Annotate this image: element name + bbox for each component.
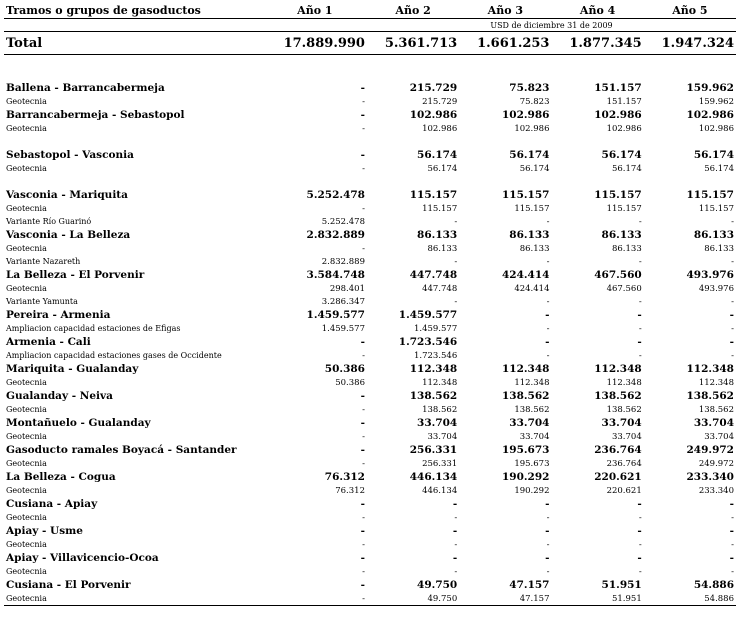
value-year-3: 47.157 [509,579,550,591]
value-year-5: 233.340 [686,471,734,483]
total-year-2: 5.361.713 [367,32,459,55]
detail-row [4,592,736,606]
value-year-3: 102.986 [501,109,550,121]
value-year-5: 56.174 [693,149,734,161]
value-year-1: - [362,512,365,523]
value-year-2: 115.157 [422,203,458,214]
header-row [4,2,736,19]
value-year-5: 159.962 [698,96,734,107]
value-year-4: 151.157 [606,96,642,107]
value-year-4: - [638,256,642,267]
value-year-5: - [731,296,734,307]
detail-row [4,484,736,497]
detail-row [4,162,736,175]
segment-row [4,81,736,95]
value-year-4: - [638,512,642,523]
value-year-4: 33.704 [611,431,642,442]
value-year-4: - [638,296,642,307]
segment-row [4,148,736,162]
value-year-1: - [360,579,365,591]
value-year-3: - [545,552,550,564]
table-body [4,32,736,606]
detail-row [4,215,736,228]
value-year-1: 298.401 [329,283,365,294]
value-year-1: 1.459.577 [306,309,365,321]
value-year-5: 138.562 [698,404,734,415]
value-year-3: - [545,336,550,348]
detail-label: Geotecnia [6,204,47,213]
value-year-4: 115.157 [594,189,642,201]
segment-label: Armenia - Cali [6,336,91,348]
value-year-5: 159.962 [686,82,734,94]
value-year-3: 75.823 [509,82,550,94]
value-year-5: - [731,566,734,577]
value-year-4: 102.986 [606,123,642,134]
segment-label: Montañuelo - Gualanday [6,417,151,429]
value-year-1: 76.312 [324,471,365,483]
value-year-5: 86.133 [693,229,734,241]
value-year-5: 112.348 [686,363,734,375]
value-year-5: 102.986 [686,109,734,121]
segment-row [4,416,736,430]
value-year-1: - [360,149,365,161]
value-year-4: - [637,552,642,564]
detail-row [4,322,736,335]
value-year-1: 2.832.889 [321,256,365,267]
value-year-4: - [638,566,642,577]
value-year-4: 151.157 [594,82,642,94]
segment-column-header: Tramos o grupos de gasoductos [4,2,263,19]
value-year-1: - [362,404,365,415]
value-year-2: - [454,512,458,523]
value-year-3: 112.348 [501,363,550,375]
value-year-2: - [452,525,458,537]
detail-row [4,242,736,255]
value-year-3: 138.562 [514,404,550,415]
detail-label: Geotecnia [6,378,47,387]
spacer-row [4,175,736,188]
value-year-1: - [360,109,365,121]
value-year-3: 86.133 [509,229,550,241]
segment-label: Cusiana - El Porvenir [6,579,131,591]
value-year-2: 446.134 [409,471,458,483]
value-year-4: 33.704 [601,417,642,429]
detail-row [4,457,736,470]
segment-row [4,335,736,349]
detail-label: Geotecnia [6,567,47,576]
value-year-3: 102.986 [514,123,550,134]
value-year-2: 215.729 [409,82,458,94]
value-year-2: 102.986 [422,123,458,134]
detail-label: Ampliacion capacidad estaciones gases de Occidente [6,351,222,360]
value-year-5: - [731,256,734,267]
segment-label: Gualanday - Neiva [6,390,113,402]
value-year-2: 215.729 [422,96,458,107]
value-year-4: - [638,216,642,227]
detail-row [4,122,736,135]
value-year-2: 102.986 [409,109,458,121]
segment-label: La Belleza - El Porvenir [6,269,145,281]
value-year-4: - [637,525,642,537]
detail-row [4,403,736,416]
detail-label: Geotecnia [6,244,47,253]
value-year-3: - [546,512,550,523]
year-1-header: Año 1 [263,2,367,19]
detail-label: Geotecnia [6,97,47,106]
value-year-2: - [454,566,458,577]
value-year-1: - [362,96,365,107]
value-year-1: 50.386 [324,363,365,375]
value-year-3: 86.133 [519,243,550,254]
segment-label: Vasconia - La Belleza [6,229,131,241]
value-year-3: - [546,566,550,577]
value-year-5: - [731,216,734,227]
value-year-4: 51.951 [601,579,642,591]
value-year-5: 102.986 [698,123,734,134]
segment-label: Apiay - Usme [6,525,83,537]
value-year-1: - [362,243,365,254]
value-year-5: 115.157 [686,189,734,201]
value-year-2: 138.562 [422,404,458,415]
total-year-4: 1.877.345 [551,32,643,55]
total-year-1: 17.889.990 [263,32,367,55]
value-year-2: - [452,552,458,564]
value-year-4: - [638,323,642,334]
value-year-5: - [729,336,734,348]
segment-row [4,497,736,511]
value-year-2: - [452,498,458,510]
value-year-2: 447.748 [422,283,458,294]
value-year-2: 86.133 [417,229,458,241]
value-year-4: 220.621 [594,471,642,483]
value-year-1: - [362,431,365,442]
value-year-1: - [362,350,365,361]
detail-label: Geotecnia [6,432,47,441]
segment-label: Apiay - Villavicencio-Ocoa [6,552,159,564]
value-year-5: 233.340 [698,485,734,496]
value-year-3: 56.174 [509,149,550,161]
segment-row [4,308,736,322]
segment-row [4,268,736,282]
value-year-1: - [362,163,365,174]
value-year-2: 112.348 [422,377,458,388]
value-year-5: - [729,525,734,537]
value-year-3: 195.673 [501,444,550,456]
value-year-3: - [545,309,550,321]
year-3-header: Año 3 [459,2,551,19]
detail-row [4,376,736,389]
units-row [4,19,736,32]
value-year-1: 2.832.889 [306,229,365,241]
value-year-4: 112.348 [594,363,642,375]
value-year-1: - [362,566,365,577]
value-year-3: - [546,323,550,334]
value-year-3: 190.292 [514,485,550,496]
detail-label: Geotecnia [6,486,47,495]
value-year-4: 236.764 [606,458,642,469]
detail-label: Geotecnia [6,540,47,549]
detail-row [4,565,736,578]
total-year-5: 1.947.324 [644,32,736,55]
value-year-1: - [360,417,365,429]
value-year-3: 190.292 [501,471,550,483]
value-year-3: - [546,539,550,550]
value-year-1: 50.386 [335,377,365,388]
value-year-3: - [546,350,550,361]
value-year-4: - [637,309,642,321]
value-year-2: - [454,296,458,307]
value-year-4: 112.348 [606,377,642,388]
total-label: Total [4,32,263,55]
value-year-5: - [731,512,734,523]
value-year-5: 56.174 [704,163,734,174]
value-year-2: 1.459.577 [413,323,458,334]
value-year-4: 86.133 [601,229,642,241]
value-year-5: 54.886 [693,579,734,591]
value-year-3: - [546,256,550,267]
segment-row [4,524,736,538]
year-4-header: Año 4 [551,2,643,19]
value-year-5: 33.704 [704,431,734,442]
value-year-2: - [454,256,458,267]
detail-row [4,511,736,524]
detail-label: Geotecnia [6,405,47,414]
detail-row [4,349,736,362]
value-year-4: 51.951 [551,592,643,606]
segment-label: Ballena - Barrancabermeja [6,82,165,94]
year-5-header: Año 5 [644,2,736,19]
value-year-2: 56.174 [427,163,458,174]
value-year-3: 47.157 [459,592,551,606]
segment-row [4,362,736,376]
spacer-row [4,55,736,69]
total-row [4,32,736,55]
value-year-4: - [638,350,642,361]
value-year-4: 236.764 [594,444,642,456]
value-year-4: 86.133 [611,243,642,254]
detail-row [4,282,736,295]
segment-label: Sebastopol - Vasconia [6,149,134,161]
value-year-3: - [545,498,550,510]
value-year-5: 33.704 [693,417,734,429]
value-year-5: - [729,309,734,321]
value-year-5: - [731,350,734,361]
value-year-4: 138.562 [606,404,642,415]
detail-label: Geotecnia [6,284,47,293]
value-year-2: 49.750 [417,579,458,591]
value-year-2: 1.723.546 [413,350,458,361]
value-year-2: 1.723.546 [398,336,458,348]
value-year-1: - [362,539,365,550]
value-year-4: 467.560 [594,269,642,281]
value-year-5: - [731,539,734,550]
value-year-5: 493.976 [686,269,734,281]
value-year-2: 33.704 [427,431,458,442]
value-year-2: 56.174 [417,149,458,161]
segment-row [4,443,736,457]
value-year-3: 33.704 [509,417,550,429]
detail-row [4,255,736,268]
value-year-3: 424.414 [514,283,550,294]
value-year-3: 33.704 [519,431,550,442]
value-year-3: - [546,296,550,307]
segment-row [4,470,736,484]
detail-label: Variante Nazareth [6,257,81,266]
spacer-row [4,135,736,148]
value-year-5: 115.157 [698,203,734,214]
spacer-row [4,68,736,81]
segment-label: Mariquita - Gualanday [6,363,139,375]
value-year-1: - [360,336,365,348]
segment-row [4,188,736,202]
value-year-1: 5.252.478 [306,189,365,201]
detail-label: Geotecnia [6,459,47,468]
segment-label: Barrancabermeja - Sebastopol [6,109,185,121]
value-year-1: - [362,123,365,134]
value-year-1: 3.584.748 [306,269,365,281]
segment-row [4,578,736,592]
segment-label: La Belleza - Cogua [6,471,116,483]
value-year-1: - [360,390,365,402]
value-year-4: 467.560 [606,283,642,294]
value-year-2: 49.750 [367,592,459,606]
value-year-5: 138.562 [686,390,734,402]
segment-row [4,389,736,403]
detail-label: Geotecnia [6,164,47,173]
detail-row [4,95,736,108]
currency-units-note: USD de diciembre 31 de 2009 [367,19,736,32]
value-year-1: - [360,498,365,510]
pipeline-investment-table [4,2,736,606]
value-year-3: 424.414 [501,269,550,281]
detail-label: Geotecnia [6,513,47,522]
value-year-5: 249.972 [698,458,734,469]
detail-row [4,430,736,443]
value-year-1: - [360,82,365,94]
total-year-3: 1.661.253 [459,32,551,55]
detail-label: Geotecnia [4,592,263,606]
segment-label: Cusiana - Apiay [6,498,98,510]
detail-row [4,202,736,215]
value-year-4: 56.174 [611,163,642,174]
value-year-1: - [263,592,367,606]
value-year-2: 138.562 [409,390,458,402]
value-year-2: 86.133 [427,243,458,254]
value-year-4: 220.621 [606,485,642,496]
value-year-2: 447.748 [409,269,458,281]
value-year-2: 256.331 [409,444,458,456]
value-year-1: 5.252.478 [321,216,365,227]
value-year-3: 115.157 [501,189,550,201]
value-year-3: - [545,525,550,537]
value-year-2: 1.459.577 [398,309,458,321]
value-year-3: 115.157 [514,203,550,214]
detail-row [4,538,736,551]
value-year-1: - [360,552,365,564]
value-year-2: 256.331 [422,458,458,469]
value-year-5: 493.976 [698,283,734,294]
value-year-3: 112.348 [514,377,550,388]
value-year-1: 1.459.577 [321,323,365,334]
detail-label: Ampliacion capacidad estaciones de Efigas [6,324,181,333]
segment-label: Pereira - Armenia [6,309,111,321]
value-year-4: 56.174 [601,149,642,161]
value-year-4: 115.157 [606,203,642,214]
value-year-5: - [729,552,734,564]
value-year-1: - [362,203,365,214]
value-year-5: 54.886 [644,592,736,606]
value-year-4: - [638,539,642,550]
value-year-2: 33.704 [417,417,458,429]
value-year-4: - [637,498,642,510]
segment-row [4,108,736,122]
value-year-2: 446.134 [422,485,458,496]
detail-label: Variante Yamunta [6,297,78,306]
value-year-2: 115.157 [409,189,458,201]
value-year-1: 3.286.347 [321,296,365,307]
value-year-1: - [362,458,365,469]
segment-label: Vasconia - Mariquita [6,189,128,201]
value-year-4: - [637,336,642,348]
value-year-5: - [729,498,734,510]
value-year-5: - [731,323,734,334]
value-year-2: 112.348 [409,363,458,375]
value-year-5: 112.348 [698,377,734,388]
value-year-4: 138.562 [594,390,642,402]
detail-label: Variante Río Guarinó [6,217,92,226]
detail-label: Geotecnia [6,124,47,133]
value-year-4: 102.986 [594,109,642,121]
value-year-3: 138.562 [501,390,550,402]
value-year-2: - [454,216,458,227]
value-year-3: 75.823 [519,96,550,107]
value-year-5: 86.133 [704,243,734,254]
detail-row [4,295,736,308]
segment-row [4,228,736,242]
value-year-2: - [454,539,458,550]
value-year-3: 56.174 [519,163,550,174]
value-year-3: 195.673 [514,458,550,469]
segment-row [4,551,736,565]
year-2-header: Año 2 [367,2,459,19]
value-year-1: - [360,444,365,456]
value-year-1: - [360,525,365,537]
value-year-3: - [546,216,550,227]
value-year-5: 249.972 [686,444,734,456]
segment-label: Gasoducto ramales Boyacá - Santander [6,444,237,456]
value-year-1: 76.312 [335,485,365,496]
